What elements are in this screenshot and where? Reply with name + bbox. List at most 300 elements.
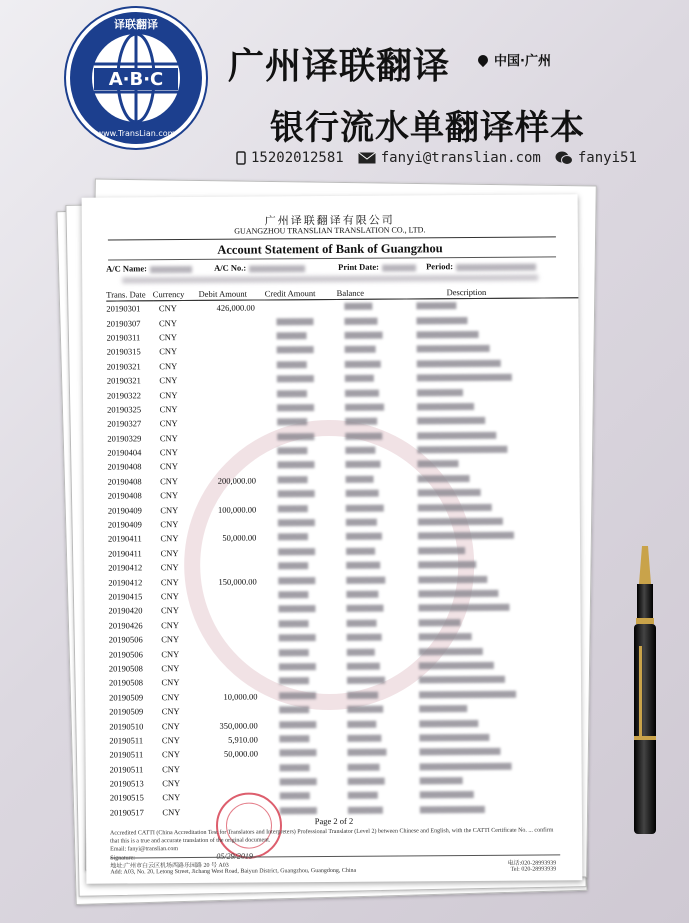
cell-date: 20190511: [109, 749, 144, 760]
cell-debit: 10,000.00: [223, 691, 258, 702]
redacted-value: [346, 548, 375, 555]
cell-description: [409, 658, 581, 674]
redacted-value: [280, 764, 310, 771]
cell-balance: [338, 530, 408, 545]
cell-description: [409, 600, 581, 616]
cell-credit: [268, 703, 340, 718]
redacted-value: [347, 634, 382, 641]
cell-date: 20190412: [108, 576, 143, 588]
redacted-value: [278, 519, 315, 526]
redacted-value: [419, 676, 505, 684]
redacted-value: [278, 433, 315, 440]
redacted-value: [278, 548, 315, 555]
cell-date: 20190426: [108, 620, 143, 631]
redacted-value: [347, 576, 386, 583]
redacted-value: [346, 519, 377, 526]
redacted-value: [456, 263, 536, 271]
cell-date: 20190307: [106, 317, 141, 329]
cell-balance: [337, 314, 407, 329]
cell-debit: [200, 545, 266, 560]
cell-debit: 150,000.00: [218, 576, 257, 587]
cell-credit: [265, 401, 337, 416]
cell-description: [410, 730, 582, 746]
cell-date: 20190517: [109, 807, 144, 818]
redacted-value: [345, 332, 383, 339]
cell-debit: 426,000.00: [216, 302, 255, 313]
cell-credit: [266, 429, 338, 444]
cell-currency: CNY: [160, 519, 179, 530]
redacted-value: [348, 792, 378, 799]
cell-credit: [266, 415, 338, 430]
fountain-pen-image: [626, 546, 666, 846]
redacted-value: [348, 706, 384, 713]
cell-debit: [200, 559, 266, 574]
cell-date: 20190509: [109, 692, 144, 703]
redacted-value: [346, 490, 379, 497]
cell-credit: [268, 775, 340, 790]
cell-date: 20190321: [106, 361, 141, 372]
cell-currency: CNY: [159, 360, 178, 371]
cell-debit: [201, 660, 267, 675]
redacted-value: [418, 561, 476, 568]
redacted-value: [418, 547, 465, 554]
cell-credit: [267, 588, 339, 603]
redacted-value: [346, 447, 376, 454]
cell-balance: [340, 774, 410, 789]
cell-date: 20190509: [109, 706, 144, 717]
redacted-value: [420, 748, 501, 756]
redacted-value: [419, 590, 499, 598]
cell-debit: 5,910.00: [228, 734, 258, 745]
redacted-value: [347, 591, 379, 598]
cell-currency: CNY: [161, 749, 180, 760]
cell-description: [408, 457, 580, 473]
cell-credit: [268, 760, 340, 775]
statement-text: Accredited CATTI (China Accreditation Test for Translators and Interpreters) Professional Translator (Level 2) between Chinese and English, with the CATTI Certificate No. ... confirm that this is a true and accurate translation of the original document.: [110, 827, 554, 845]
page-number: Page 2 of 2: [314, 815, 354, 827]
cell-currency: CNY: [161, 677, 180, 688]
redacted-value: [279, 678, 309, 685]
redacted-value: [277, 375, 314, 382]
cell-currency: CNY: [159, 403, 178, 415]
redacted-value: [420, 777, 463, 784]
cell-description: [408, 500, 580, 516]
address-cn: 地址:广州市白云区机场西路乐园路 20 号 A03: [110, 862, 229, 870]
redacted-value: [419, 619, 461, 626]
cell-debit: [199, 315, 265, 330]
redacted-value: [347, 562, 381, 569]
redacted-value: [278, 462, 315, 469]
cell-balance: [340, 760, 410, 775]
envelope-icon: [358, 152, 376, 164]
cell-debit: 350,000.00: [219, 720, 258, 731]
redacted-value: [278, 490, 315, 497]
cell-debit: [200, 444, 266, 459]
address-en: Add: A03, No. 20, Letong Street, Jichang West Road, Baiyun District, Guangzhou, Guangdong, China: [110, 867, 357, 876]
redacted-value: [420, 734, 490, 741]
cell-debit: 50,000.00: [222, 532, 257, 544]
cell-debit: [199, 358, 265, 373]
cell-credit: [267, 573, 339, 588]
cell-currency: CNY: [161, 691, 180, 702]
redacted-value: [417, 331, 479, 338]
redacted-value: [420, 806, 485, 813]
cell-currency: CNY: [158, 317, 177, 328]
cell-credit: [267, 645, 339, 660]
cell-credit: [265, 386, 337, 401]
redacted-value: [280, 706, 310, 713]
cell-balance: [338, 458, 408, 473]
col-header: Credit Amount: [265, 287, 337, 300]
redacted-value: [418, 432, 497, 440]
cell-credit: [266, 516, 338, 531]
redacted-value: [346, 461, 381, 468]
redacted-value: [420, 762, 512, 770]
redacted-value: [347, 605, 384, 612]
redacted-value: [418, 461, 459, 468]
cell-credit: [265, 314, 337, 329]
cell-currency: CNY: [160, 605, 179, 616]
cell-balance: [337, 415, 407, 430]
cell-debit: [200, 459, 266, 474]
cell-description: [409, 629, 581, 645]
location-text: 中国·广州: [494, 54, 551, 69]
cell-description: [407, 413, 579, 429]
cell-balance: [338, 443, 408, 458]
cell-balance: [337, 357, 407, 372]
cell-debit: [200, 516, 266, 531]
cell-currency: CNY: [159, 375, 178, 386]
cell-balance: [338, 515, 408, 530]
cell-date: 20190510: [109, 720, 144, 732]
redacted-value: [420, 791, 474, 798]
cell-currency: CNY: [160, 562, 179, 573]
redacted-value: [279, 562, 309, 569]
company-phone: [508, 857, 557, 872]
redacted-value: [280, 735, 310, 742]
cell-description: [409, 701, 581, 717]
redacted-value: [277, 346, 314, 353]
cell-credit: [266, 444, 338, 459]
redacted-value: [345, 303, 373, 310]
ac-name: [106, 263, 192, 274]
cell-date: 20190513: [109, 778, 144, 789]
cell-date: 20190408: [107, 476, 142, 487]
cell-debit: [202, 775, 268, 790]
cell-currency: CNY: [160, 475, 179, 487]
redacted-value: [279, 634, 316, 641]
company-address: [110, 859, 356, 876]
cell-currency: CNY: [158, 303, 177, 314]
globe-icon: [70, 12, 202, 144]
cell-debit: [200, 430, 266, 445]
redacted-value: [278, 534, 308, 541]
redacted-value: [348, 778, 385, 785]
redacted-value: [278, 418, 308, 425]
redacted-value: [346, 476, 374, 483]
cell-credit: [266, 473, 338, 488]
cell-balance: [339, 630, 409, 645]
cell-description: [408, 442, 580, 458]
redacted-value: [345, 360, 381, 367]
cell-debit: [201, 646, 267, 661]
redacted-value: [417, 374, 512, 382]
redacted-value: [417, 389, 463, 396]
wechat-id: fanyi51: [577, 150, 637, 166]
redacted-value: [417, 360, 501, 368]
cell-description: [407, 327, 579, 343]
cell-date: 20190506: [108, 634, 143, 645]
cell-credit: [267, 674, 339, 689]
redacted-value: [345, 346, 376, 353]
redacted-value: [280, 807, 317, 814]
redacted-value: [382, 264, 416, 271]
contact-bar: [236, 150, 637, 166]
cell-balance: [340, 731, 410, 746]
redacted-value: [348, 749, 387, 756]
cell-balance: [338, 544, 408, 559]
logo-center-text: A·B·C: [108, 69, 164, 90]
redacted-value: [345, 404, 384, 411]
redacted-value: [279, 620, 309, 627]
redacted-value: [249, 265, 305, 272]
location: [478, 50, 551, 69]
cell-currency: CNY: [160, 547, 179, 559]
cell-date: 20190408: [107, 461, 142, 473]
cell-currency: CNY: [162, 806, 181, 818]
col-header: Currency: [153, 288, 199, 301]
cell-debit: 50,000.00: [223, 748, 258, 760]
cell-balance: [337, 328, 407, 343]
table-body: [106, 298, 582, 820]
print-date-label: Print Date:: [338, 261, 379, 272]
redacted-value: [419, 604, 510, 612]
cell-currency: CNY: [161, 663, 180, 674]
cell-debit: [199, 329, 265, 344]
col-header: Trans. Date: [106, 288, 153, 301]
cell-date: 20190311: [106, 332, 141, 343]
logo-bottom-text: www.TransLian.com: [96, 129, 176, 138]
email-address: fanyi@translian.com: [380, 150, 541, 166]
redacted-value: [348, 735, 382, 742]
cell-currency: CNY: [160, 490, 179, 501]
cell-currency: CNY: [162, 792, 181, 803]
email-contact: [358, 150, 541, 166]
cell-description: [408, 485, 580, 501]
cell-credit: [265, 343, 337, 358]
cell-balance: [337, 386, 407, 401]
cell-balance: [337, 299, 407, 314]
cell-credit: [268, 789, 340, 804]
cell-description: [410, 788, 582, 804]
cell-date: 20190329: [107, 433, 142, 444]
cell-balance: [337, 400, 407, 415]
map-pin-icon: [476, 53, 490, 67]
redacted-value: [279, 591, 309, 598]
cell-date: 20190508: [108, 677, 144, 688]
wechat-icon: [555, 151, 573, 165]
cell-credit: [267, 602, 339, 617]
cell-description: [407, 341, 579, 357]
cell-debit: [200, 488, 266, 503]
cell-description: [409, 672, 581, 688]
cell-description: [410, 716, 582, 732]
redacted-value: [345, 389, 379, 396]
redacted-value: [417, 403, 474, 410]
cell-credit: [265, 329, 337, 344]
cell-currency: CNY: [161, 619, 180, 630]
cell-currency: CNY: [159, 332, 178, 343]
redacted-value: [347, 619, 377, 626]
redacted-value: [345, 317, 378, 324]
cell-balance: [338, 472, 408, 487]
cell-balance: [340, 702, 410, 717]
cell-description: [407, 399, 579, 415]
cell-credit: [266, 530, 338, 545]
cell-description: [408, 543, 580, 559]
redacted-value: [278, 476, 308, 483]
redacted-value: [419, 648, 483, 655]
page-subtitle: 银行流水单翻译样本: [270, 108, 585, 148]
cell-description: [410, 759, 582, 775]
cell-credit: [267, 631, 339, 646]
ac-name-label: A/C Name:: [106, 263, 147, 274]
redacted-value: [277, 361, 307, 368]
cell-description: [408, 557, 580, 573]
cell-description: [409, 644, 581, 660]
redacted-value: [418, 489, 481, 496]
cell-credit: [266, 545, 338, 560]
redacted-value: [279, 663, 316, 670]
cell-debit: [201, 675, 267, 690]
redacted-value: [277, 390, 307, 397]
cell-description: [409, 687, 581, 703]
cell-debit: [201, 603, 267, 618]
cell-credit: [268, 732, 340, 747]
redacted-value: [348, 807, 383, 814]
redacted-value: [346, 504, 384, 511]
redacted-value: [277, 318, 314, 325]
cell-currency: CNY: [160, 576, 179, 587]
cell-currency: CNY: [161, 734, 180, 746]
cell-credit: [267, 688, 339, 703]
cell-balance: [339, 659, 409, 674]
cell-date: 20190321: [106, 375, 141, 386]
cell-balance: [340, 789, 410, 804]
cell-description: [408, 529, 580, 545]
period-label: Period:: [426, 261, 454, 272]
logo-top-text: 译联翻译: [114, 18, 158, 31]
cell-description: [408, 428, 580, 444]
cell-balance: [340, 746, 410, 761]
print-date: [338, 261, 416, 272]
cell-balance: [339, 645, 409, 660]
cell-date: 20190515: [109, 792, 144, 804]
cell-currency: CNY: [160, 504, 179, 515]
cell-date: 20190325: [107, 404, 142, 415]
cell-date: 20190412: [108, 562, 143, 573]
redacted-value: [279, 692, 316, 699]
cell-description: [410, 773, 582, 789]
transactions-table: [106, 285, 582, 819]
redacted-value: [278, 447, 308, 454]
cell-currency: CNY: [159, 418, 178, 429]
cell-currency: CNY: [159, 461, 178, 472]
redacted-value: [419, 705, 467, 712]
redacted-value: [347, 691, 378, 698]
cell-date: 20190508: [108, 663, 143, 674]
redacted-value: [347, 677, 385, 684]
col-header: Debit Amount: [199, 287, 265, 300]
redacted-value: [279, 606, 316, 613]
cell-currency: CNY: [161, 634, 180, 645]
cell-balance: [338, 501, 408, 516]
redacted-value: [346, 418, 378, 425]
cell-date: 20190411: [107, 533, 142, 545]
redacted-value: [348, 763, 380, 770]
cell-debit: [199, 387, 265, 402]
statement-email: Email: fanyi@translian.com: [110, 846, 179, 853]
redacted-value: [419, 633, 472, 640]
redacted-value: [277, 404, 314, 411]
redacted-value: [280, 778, 317, 785]
cell-debit: [201, 617, 267, 632]
cell-debit: [201, 631, 267, 646]
cell-balance: [338, 487, 408, 502]
redacted-value: [418, 504, 492, 512]
redacted-value: [280, 749, 317, 756]
redacted-value: [417, 302, 457, 309]
redacted-value: [419, 690, 516, 698]
redacted-value: [280, 721, 317, 728]
redacted-value: [417, 345, 490, 353]
redacted-value: [345, 375, 374, 382]
cell-credit: [267, 617, 339, 632]
cell-date: 20190301: [106, 303, 141, 314]
cell-date: 20190506: [108, 648, 143, 660]
cell-balance: [337, 343, 407, 358]
cell-balance: [339, 688, 409, 703]
cell-date: 20190404: [107, 447, 142, 458]
redacted-value: [279, 649, 309, 656]
ac-no-label: A/C No.:: [214, 262, 247, 273]
cell-currency: CNY: [160, 533, 179, 544]
cell-currency: CNY: [159, 447, 178, 458]
redacted-value: [347, 663, 380, 670]
redacted-value: [347, 648, 375, 655]
cell-debit: [202, 761, 268, 776]
cell-date: 20190415: [108, 591, 143, 602]
cell-currency: CNY: [159, 432, 178, 443]
cell-credit: [267, 559, 339, 574]
tel-en: Tel: 020-28993939: [510, 866, 557, 873]
cell-description: [409, 572, 581, 588]
cell-description: [407, 356, 579, 372]
redacted-value: [150, 266, 192, 273]
redacted-value: [417, 417, 485, 424]
signature-date: 05/29/2019: [216, 851, 253, 861]
cell-balance: [339, 616, 409, 631]
cell-credit: [268, 717, 340, 732]
document-title: Account Statement of Bank of Guangzhou: [217, 241, 443, 257]
cell-description: [407, 313, 579, 329]
redacted-value: [418, 518, 503, 526]
cell-balance: [337, 371, 407, 386]
cell-debit: [199, 344, 265, 359]
cell-credit: [266, 501, 338, 516]
cell-debit: [199, 401, 265, 416]
redacted-value: [419, 576, 488, 583]
